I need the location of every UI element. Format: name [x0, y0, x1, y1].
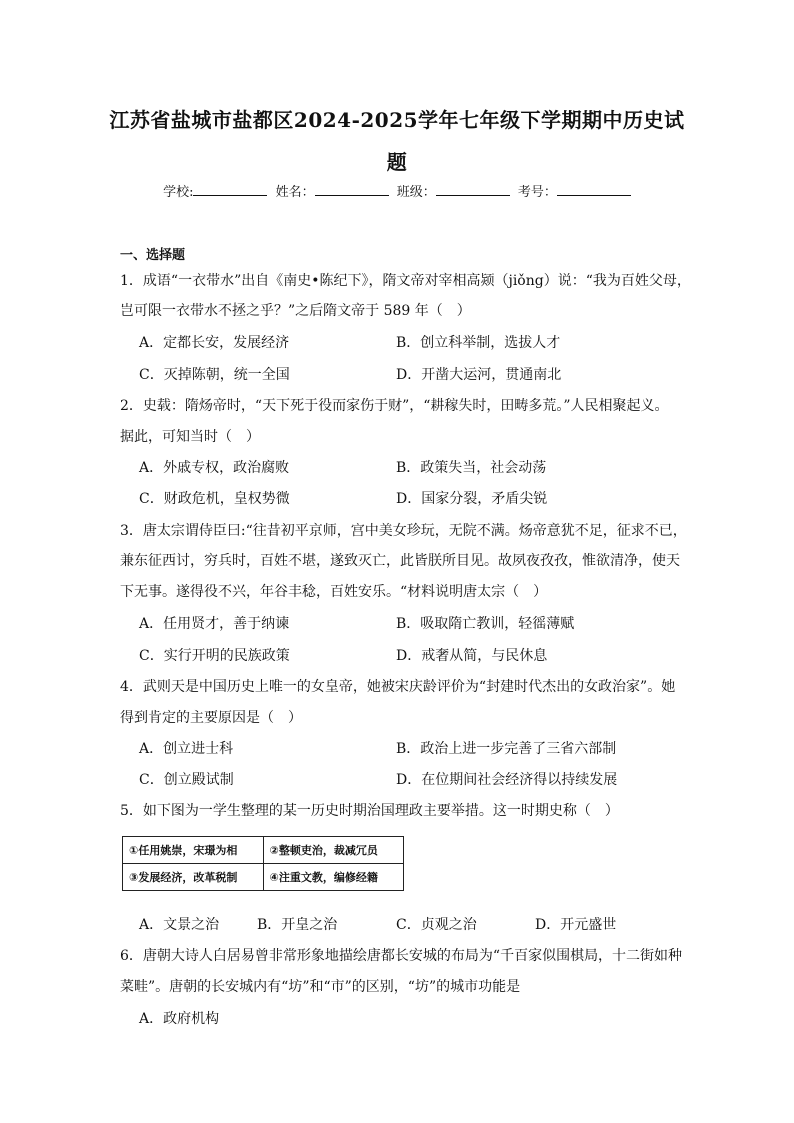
q4-option-d[interactable]: D．在位期间社会经济得以持续发展 [396, 772, 618, 788]
q5-measures-table [122, 836, 404, 891]
q1-option-c[interactable]: C．灭掉陈朝，统一全国 [139, 367, 290, 383]
table-row [123, 837, 404, 864]
q3-option-d[interactable]: D．戒奢从简，与民休息 [396, 648, 548, 664]
q1-option-b[interactable]: B．创立科举制，选拔人才 [396, 335, 561, 351]
q2-option-c[interactable]: C．财政危机，皇权势微 [139, 491, 290, 507]
q3-option-c[interactable]: C．实行开明的民族政策 [139, 648, 290, 664]
q6-stem-cont: 菜畦”。唐朝的长安城内有“坊”和“市”的区别，“坊”的城市功能是 [120, 979, 521, 995]
class-blank[interactable] [436, 183, 510, 196]
school-label: 学校: [163, 185, 194, 200]
table-row [123, 864, 404, 891]
q5-option-d[interactable]: D．开元盛世 [535, 917, 617, 933]
q6-option-a[interactable]: A．政府机构 [139, 1011, 220, 1027]
student-info-row [0, 181, 794, 200]
q3-stem: 3．唐太宗谓侍臣曰:“往昔初平京师，宫中美女珍玩，无院不满。炀帝意犹不足，征求不已， [120, 523, 687, 539]
table-cell: ①任用姚崇，宋璟为相 [123, 837, 264, 864]
q5-option-c[interactable]: C．贞观之治 [396, 917, 477, 933]
q2-option-a[interactable]: A．外戚专权，政治腐败 [139, 460, 290, 476]
q1-option-d[interactable]: D．开凿大运河，贯通南北 [396, 367, 562, 383]
q4-option-c[interactable]: C．创立殿试制 [139, 772, 234, 788]
exam-number-label: 考号： [517, 185, 557, 200]
q4-stem: 4．武则天是中国历史上唯一的女皇帝，她被宋庆龄评价为“封建时代杰出的女政治家”。她 [120, 679, 676, 695]
table-cell: ④注重文教，编修经籍 [263, 864, 404, 891]
q3-option-a[interactable]: A．任用贤才，善于纳谏 [139, 616, 290, 632]
q4-option-b[interactable]: B．政治上进一步完善了三省六部制 [396, 741, 617, 757]
q1-stem: 1．成语“一衣带水”出自《南史•陈纪下》，隋文帝对宰相高颎（jiǒng）说：“我为百姓父母， [120, 273, 691, 289]
q1-option-a[interactable]: A．定都长安，发展经济 [139, 335, 290, 351]
q5-option-b[interactable]: B．开皇之治 [257, 917, 338, 933]
q2-option-d[interactable]: D．国家分裂，矛盾尖锐 [396, 491, 548, 507]
table-cell: ②整顿吏治，裁减冗员 [263, 837, 404, 864]
table-cell: ③发展经济，改革税制 [123, 864, 264, 891]
school-blank[interactable] [193, 183, 267, 196]
q2-stem: 2．史载：隋炀帝时，“天下死于役而家伤于财”，“耕稼失时，田畴多荒。”人民相聚起义。 [120, 398, 669, 414]
q3-stem-cont: 兼东征西讨，穷兵时，百姓不堪，遂致灭亡，此皆朕所目见。故夙夜孜孜，惟欲清净，使天 [120, 553, 680, 569]
q5-option-a[interactable]: A．文景之治 [139, 917, 220, 933]
exam-number-blank[interactable] [557, 183, 631, 196]
exam-title: 江苏省盐城市盐都区2024-2025学年七年级下学期期中历史试 [109, 108, 685, 132]
name-label: 姓名： [275, 185, 315, 200]
section-heading: 一、选择题 [120, 248, 186, 263]
q6-stem: 6．唐朝大诗人白居易曾非常形象地描绘唐都长安城的布局为“千百家似围棋局，十二街如种 [120, 948, 683, 964]
q2-option-b[interactable]: B．政策失当，社会动荡 [396, 460, 547, 476]
q5-stem: 5．如下图为一学生整理的某一历史时期治国理政主要举措。这一时期史称（ ） [120, 803, 619, 819]
exam-title-continued: 题 [386, 150, 408, 174]
class-label: 班级： [396, 185, 436, 200]
q2-stem-cont: 据此，可知当时（ ） [120, 429, 260, 445]
q1-stem-cont: 岂可限一衣带水不拯之乎？”之后隋文帝于 589 年（ ） [120, 303, 471, 319]
q4-stem-cont: 得到肯定的主要原因是（ ） [120, 710, 302, 726]
q3-stem-cont2: 下无事。遂得役不兴，年谷丰稔，百姓安乐。“材料说明唐太宗（ ） [120, 584, 548, 600]
name-blank[interactable] [315, 183, 389, 196]
q3-option-b[interactable]: B．吸取隋亡教训，轻徭薄赋 [396, 616, 575, 632]
q4-option-a[interactable]: A．创立进士科 [139, 741, 234, 757]
